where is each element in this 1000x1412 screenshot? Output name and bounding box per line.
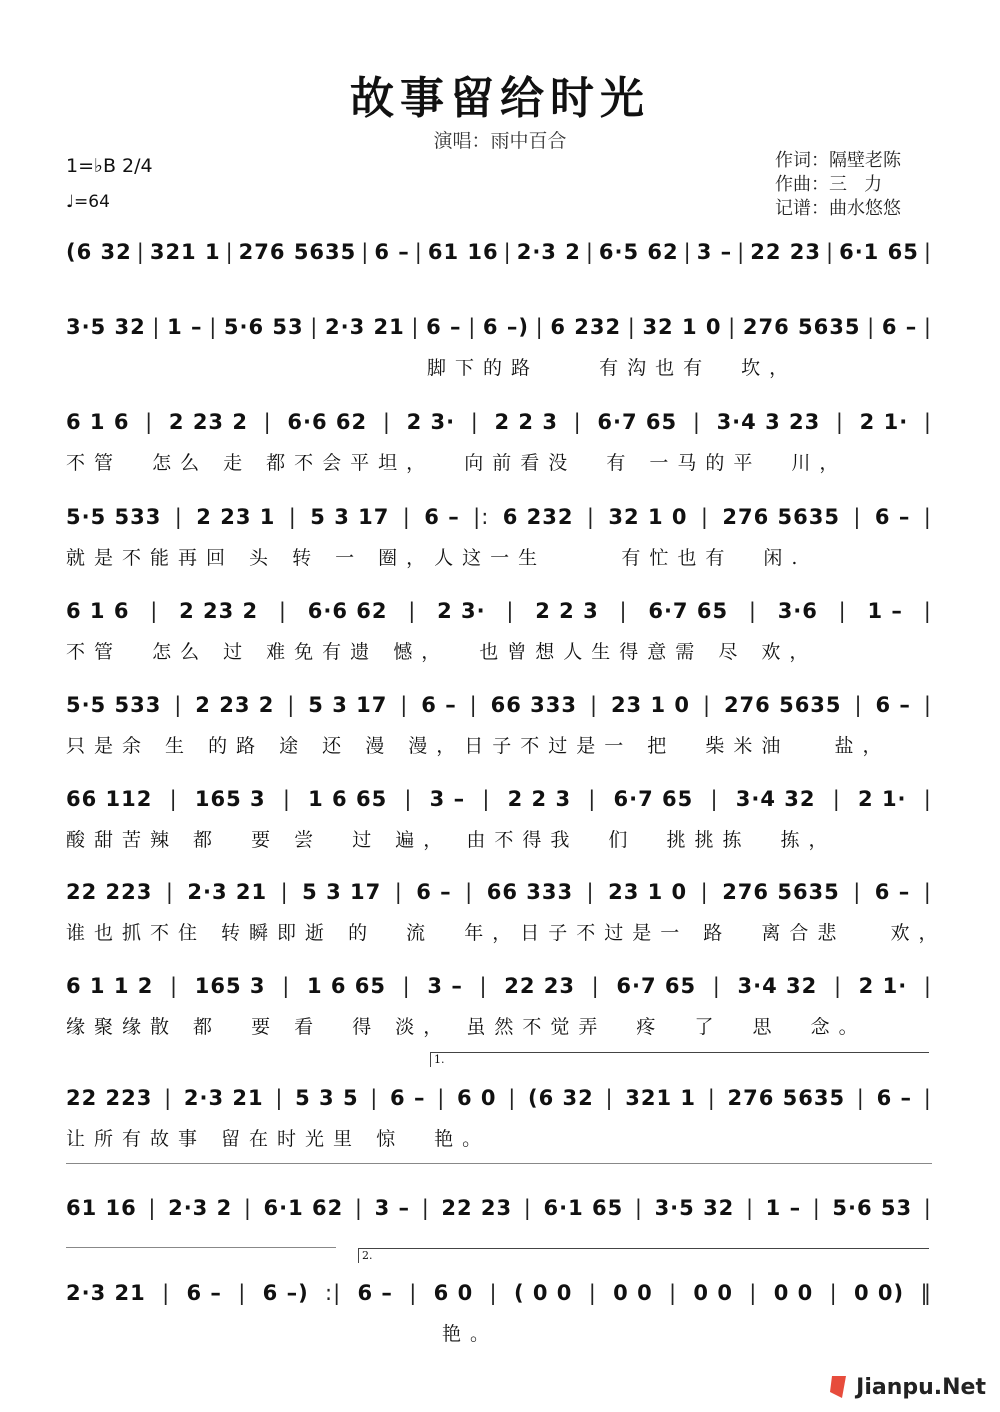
- composer-credit: 作曲：三 力: [775, 174, 883, 195]
- bar-line: |: [923, 410, 932, 434]
- measure: 22 23: [504, 974, 575, 998]
- measure: 32 1 0: [608, 505, 688, 529]
- measure: (6 32: [66, 240, 132, 264]
- bar-line: |: [535, 315, 544, 339]
- measure: 2 23 2: [168, 410, 248, 434]
- bar-line: |: [468, 315, 477, 339]
- measure: 23 1 0: [610, 693, 691, 717]
- measure: 66 333: [486, 880, 574, 904]
- bar-line: |: [370, 1086, 379, 1110]
- bar-line: |: [853, 505, 862, 529]
- measure: 61 16: [66, 1196, 137, 1220]
- bar-line: |: [408, 599, 417, 623]
- bar-line: |: [923, 1086, 932, 1110]
- measure: 2 3·: [406, 410, 456, 434]
- bar-line: |: [278, 599, 287, 623]
- measure: 6·7 65: [648, 599, 729, 623]
- lyrics-line: 不管 怎么 过 难免有遗 憾， 也曾想人生得意需 尽 欢，: [66, 641, 818, 663]
- measure: 0 0): [853, 1281, 905, 1305]
- bar-line: |: [243, 1196, 252, 1220]
- bar-line: |: [414, 240, 423, 264]
- bar-line: |: [479, 974, 488, 998]
- bar-line: |: [832, 787, 841, 811]
- measure: 2 2 3: [535, 599, 599, 623]
- bar-line: |: [833, 974, 843, 998]
- measure: 6 –: [421, 693, 457, 717]
- bar-line: |: [853, 880, 862, 904]
- key-signature: 1=♭B 2/4: [66, 155, 153, 177]
- bar-line: |: [588, 1281, 597, 1305]
- measure: 6 1 6: [66, 599, 130, 623]
- bar-line: |: [287, 693, 296, 717]
- bar-line: |: [923, 974, 932, 998]
- measure: 6 –): [482, 315, 529, 339]
- measure: 2 2 3: [494, 410, 558, 434]
- bar-line: |: [683, 240, 692, 264]
- measure: 22 223: [66, 880, 153, 904]
- measure: 5 3 17: [308, 693, 388, 717]
- bar-line: |: [404, 787, 413, 811]
- measure: 5·6 53: [223, 315, 304, 339]
- measure: 6 –: [374, 240, 410, 264]
- song-title: 故事留给时光: [350, 73, 650, 124]
- measure: 3·5 32: [654, 1196, 735, 1220]
- notation-row: [66, 685, 932, 725]
- notation-row: [66, 1078, 932, 1118]
- measure: 6·7 65: [613, 787, 694, 811]
- bar-line: |: [605, 1086, 614, 1110]
- lyrics-line: 就是不能再回 头 转 一 圈，人这一生 有忙也有 闲.: [66, 547, 807, 569]
- bar-line: |: [506, 599, 515, 623]
- watermark: Jianpu.Net: [856, 1375, 986, 1400]
- bar-line: |: [394, 880, 403, 904]
- measure: 6 –: [416, 880, 452, 904]
- measure: 6·6 62: [287, 410, 368, 434]
- bar-line: |: [238, 1281, 247, 1305]
- bar-line: |: [838, 599, 847, 623]
- bar-line: |: [400, 693, 409, 717]
- bar-line: |: [702, 693, 712, 717]
- notation-row: [66, 1273, 932, 1313]
- lyrics-line: 艳。: [66, 1323, 498, 1345]
- measure: 2 23 1: [196, 505, 276, 529]
- measure: ( 0 0: [513, 1281, 573, 1305]
- measure: 3·4 32: [735, 787, 816, 811]
- bar-line: |: [923, 787, 932, 811]
- bar-line: |: [737, 240, 746, 264]
- measure: 6 0: [433, 1281, 474, 1305]
- measure: 6·1 65: [839, 240, 919, 264]
- lyrics-line: 不管 怎么 走 都不会平坦， 向前看没 有 一马的平 川，: [66, 452, 848, 474]
- measure: 6 –: [881, 315, 918, 339]
- bar-line: |: [170, 974, 179, 998]
- volta-second-ending: 2.: [358, 1248, 929, 1263]
- bar-line: |: [152, 315, 161, 339]
- measure: 22 23: [750, 240, 822, 264]
- bar-line: |: [174, 505, 183, 529]
- measure: 22 23: [441, 1196, 513, 1220]
- notation-row: [66, 402, 932, 442]
- measure: 6 232: [550, 315, 622, 339]
- notation-row: [66, 779, 932, 819]
- measure: 2 1·: [859, 410, 909, 434]
- bar-line: |: [923, 315, 932, 339]
- singer-credit: 演唱：雨中百合: [433, 130, 567, 152]
- measure: 5 3 5: [295, 1086, 359, 1110]
- transcriber-credit: 记谱：曲水悠悠: [775, 198, 901, 219]
- bar-line: |: [923, 880, 932, 904]
- bar-line: |: [627, 315, 636, 339]
- measure: 5·5 533: [66, 693, 162, 717]
- bar-line: |: [402, 974, 411, 998]
- measure: 6 1 1 2: [66, 974, 154, 998]
- measure: 3·4 32: [737, 974, 818, 998]
- measure: 6 –: [874, 880, 911, 904]
- measure: 321 1: [149, 240, 221, 264]
- measure: 6·7 65: [616, 974, 697, 998]
- bar-line: |: [482, 787, 491, 811]
- bar-line: |: [174, 693, 183, 717]
- measure: 6 –: [424, 505, 460, 529]
- lyrics-line: 酸甜苦辣 都 要 尝 过 遍， 由不得我 们 挑挑拣 拣，: [66, 829, 837, 851]
- measure: 276 5635: [723, 693, 842, 717]
- bar-line: |: [748, 599, 757, 623]
- bar-line: |: [669, 1281, 678, 1305]
- credits-block: [775, 149, 901, 221]
- measure: 2·3 21: [325, 315, 405, 339]
- bar-line: |: [829, 1281, 838, 1305]
- bar-line: |: [310, 315, 319, 339]
- measure: 6 –): [262, 1281, 309, 1305]
- section-divider: [66, 1163, 932, 1164]
- bar-line: |: [923, 693, 932, 717]
- measure: 6 –: [874, 505, 911, 529]
- bar-line: |: [700, 880, 709, 904]
- bar-line: |: [923, 599, 932, 623]
- measure: 2·3 2: [168, 1196, 233, 1220]
- measure: (6 32: [528, 1086, 594, 1110]
- measure: 276 5635: [727, 1086, 846, 1110]
- bar-line: |: [421, 1196, 430, 1220]
- bar-line: |: [165, 880, 174, 904]
- bar-line: |: [409, 1281, 418, 1305]
- bar-line: |: [586, 505, 595, 529]
- bar-line: |: [585, 240, 594, 264]
- bar-line: |: [835, 410, 844, 434]
- measure: 276 5635: [722, 505, 840, 529]
- measure: 1 6 65: [308, 787, 388, 811]
- measure: 6 –: [876, 1086, 912, 1110]
- measure: 0 0: [693, 1281, 733, 1305]
- measure: 3 –: [374, 1196, 411, 1220]
- bar-line: |: [728, 315, 737, 339]
- measure: 6·1 62: [263, 1196, 344, 1220]
- bar-line: |: [586, 880, 595, 904]
- bar-line: |: [275, 1086, 284, 1110]
- measure: 321 1: [625, 1086, 696, 1110]
- bar-line: |: [489, 1281, 498, 1305]
- bar-line: |: [508, 1086, 517, 1110]
- measure: 5·5 533: [66, 505, 162, 529]
- bar-line: |: [812, 1196, 821, 1220]
- bar-line: |: [923, 505, 932, 529]
- bar-line: :|: [325, 1281, 342, 1305]
- measure: 5 3 17: [310, 505, 390, 529]
- bar-line: |: [589, 693, 599, 717]
- measure: 5 3 17: [302, 880, 382, 904]
- measure: 6·5 62: [598, 240, 679, 264]
- lyrics-line: 只是余 生 的路 途 还 漫 漫，日子不过是一 把 柴米油 盐，: [66, 735, 891, 757]
- measure: 3·4 3 23: [716, 410, 821, 434]
- measure: 6·1 65: [543, 1196, 624, 1220]
- bar-line: |: [923, 1196, 932, 1220]
- bar-line: |: [361, 240, 370, 264]
- lyrics-line: 缘聚缘散 都 要 看 得 淡， 虽然不觉弄 疼 了 思 念。: [66, 1016, 867, 1038]
- bar-line: |: [867, 315, 876, 339]
- measure: 23 1 0: [608, 880, 688, 904]
- notation-row: [66, 872, 932, 912]
- bar-line: |: [826, 240, 835, 264]
- notation-row: [66, 1188, 932, 1228]
- measure: 276 5635: [722, 880, 840, 904]
- notation-row: [66, 307, 932, 347]
- measure: 1 –: [167, 315, 203, 339]
- bar-line: |: [136, 240, 145, 264]
- measure: 165 3: [194, 787, 266, 811]
- measure: 276 5635: [742, 315, 861, 339]
- notation-row: [66, 591, 932, 631]
- measure: 1 –: [867, 599, 903, 623]
- bar-line: |: [523, 1196, 532, 1220]
- measure: 2·3 21: [187, 880, 268, 904]
- measure: 32 1 0: [642, 315, 722, 339]
- measure: 2 23 2: [179, 599, 259, 623]
- measure: 2·3 21: [183, 1086, 264, 1110]
- bar-line: |: [164, 1086, 173, 1110]
- bar-line: |:: [473, 505, 490, 529]
- measure: 1 6 65: [306, 974, 387, 998]
- bar-line: |: [263, 410, 272, 434]
- bar-line: |: [588, 787, 597, 811]
- measure: 66 333: [490, 693, 578, 717]
- lyrics-line: 谁也抓不住 转瞬即逝 的 流 年，日子不过是一 路 离合悲 欢，: [66, 922, 947, 944]
- bar-line: |: [710, 787, 719, 811]
- measure: 6 –: [186, 1281, 222, 1305]
- measure: 3·6: [777, 599, 818, 623]
- measure: 0 0: [773, 1281, 814, 1305]
- bar-line: |: [280, 880, 289, 904]
- bar-line: |: [619, 599, 628, 623]
- bar-line: |: [225, 240, 234, 264]
- watermark-logo-icon: [828, 1374, 850, 1400]
- bar-line: ‖: [920, 1281, 932, 1305]
- bar-line: |: [712, 974, 721, 998]
- bar-line: |: [209, 315, 218, 339]
- bar-line: |: [854, 693, 863, 717]
- bar-line: |: [692, 410, 701, 434]
- measure: 2 23 2: [195, 693, 275, 717]
- measure: 165 3: [194, 974, 266, 998]
- measure: 3·5 32: [66, 315, 146, 339]
- bar-line: |: [150, 599, 159, 623]
- bar-line: |: [402, 505, 411, 529]
- measure: 61 16: [427, 240, 499, 264]
- bar-line: |: [503, 240, 512, 264]
- measure: 2 2 3: [507, 787, 572, 811]
- measure: 3 –: [696, 240, 733, 264]
- measure: 0 0: [613, 1281, 653, 1305]
- bar-line: |: [354, 1196, 363, 1220]
- measure: 3 –: [429, 787, 466, 811]
- bar-line: |: [282, 974, 291, 998]
- bar-line: |: [437, 1086, 446, 1110]
- measure: 6 –: [426, 315, 462, 339]
- measure: 66 112: [66, 787, 153, 811]
- bar-line: |: [591, 974, 600, 998]
- measure: 6 0: [456, 1086, 497, 1110]
- lyricist-credit: 作词：隔壁老陈: [775, 150, 901, 171]
- bar-line: |: [148, 1196, 157, 1220]
- measure: 6 1 6: [66, 410, 130, 434]
- measure: 6 232: [502, 505, 574, 529]
- bar-line: |: [169, 787, 178, 811]
- bar-line: |: [162, 1281, 171, 1305]
- measure: 1 –: [765, 1196, 802, 1220]
- measure: 276 5635: [238, 240, 357, 264]
- bar-line: |: [288, 505, 297, 529]
- bar-line: |: [470, 410, 479, 434]
- measure: 2 1·: [858, 974, 908, 998]
- bar-line: |: [145, 410, 154, 434]
- bar-line: |: [700, 505, 709, 529]
- measure: 6·6 62: [307, 599, 388, 623]
- bar-line: |: [465, 880, 474, 904]
- bar-line: |: [573, 410, 582, 434]
- measure: 2·3 2: [516, 240, 581, 264]
- measure: 6 –: [357, 1281, 393, 1305]
- lyrics-line: 让所有故事 留在时光里 惊 艳。: [66, 1128, 491, 1150]
- staff-line: [66, 1247, 336, 1248]
- notation-row: [66, 966, 932, 1006]
- measure: 6·7 65: [597, 410, 678, 434]
- bar-line: |: [923, 240, 932, 264]
- tempo-marking: ♩=64: [66, 192, 110, 212]
- bar-line: |: [749, 1281, 758, 1305]
- measure: 6 –: [875, 693, 911, 717]
- measure: 6 –: [390, 1086, 426, 1110]
- bar-line: |: [707, 1086, 716, 1110]
- bar-line: |: [634, 1196, 643, 1220]
- bar-line: |: [856, 1086, 865, 1110]
- measure: 2 3·: [437, 599, 486, 623]
- volta-first-ending: 1.: [430, 1052, 929, 1067]
- measure: 3 –: [427, 974, 463, 998]
- bar-line: |: [382, 410, 391, 434]
- bar-line: |: [411, 315, 420, 339]
- bar-line: |: [745, 1196, 755, 1220]
- measure: 2·3 21: [66, 1281, 146, 1305]
- notation-row: [66, 232, 932, 272]
- notation-row: [66, 497, 932, 537]
- bar-line: |: [282, 787, 291, 811]
- lyrics-line: 脚下的路 有沟也有 坎，: [66, 357, 798, 379]
- measure: 22 223: [66, 1086, 153, 1110]
- bar-line: |: [469, 693, 478, 717]
- measure: 2 1·: [858, 787, 907, 811]
- measure: 5·6 53: [832, 1196, 913, 1220]
